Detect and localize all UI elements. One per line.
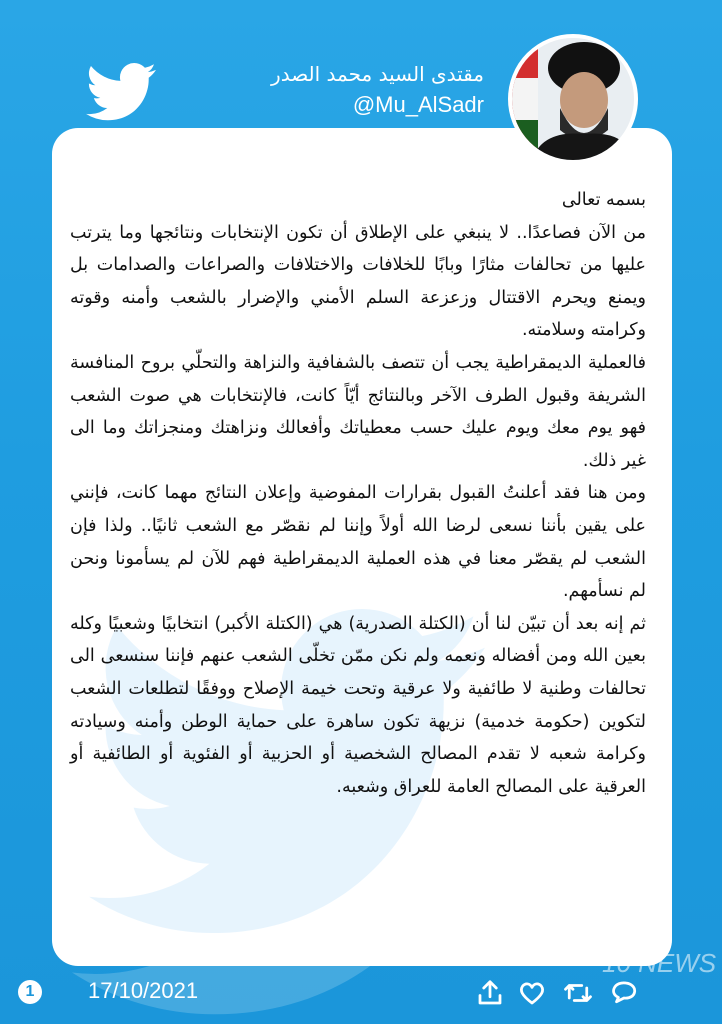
profile-photo-icon: [512, 38, 634, 160]
tweet-paragraph: فالعملية الديمقراطية يجب أن تتصف بالشفافية والنزاهة والتحلّي بروح المنافسة الشريفة وقبول الطرف الآخر وبالنتائج أيّاً كانت، فالإنتخابات هي صوت الشعب فهو يوم معك ويوم عليك حسب معطياتك وأفعالك ونزاهتك ومنجزاتك وما الى غير ذلك.: [70, 352, 646, 471]
watermark-text: 10 NEWS: [602, 948, 717, 978]
display-name[interactable]: مقتدى السيد محمد الصدر: [271, 62, 484, 86]
tweet-text: [70, 184, 646, 803]
retweet-icon[interactable]: [562, 978, 594, 1008]
tweet-paragraph: ثم إنه بعد أن تبيّن لنا أن (الكتلة الصدرية) هي (الكتلة الأكبر) انتخابيًا وشعبيًا وكله بعين الله ومن أفضاله ونعمه ولم نكن ممّن تخلّى الشعب عنهم فإننا سنسعى الى تحالفات وطنية لا طائفية ولا عرقية وتحت خيمة الإصلاح ووفقًا لتطلعات الشعب لتكوين (حكومة خدمية) نزيهة تكون ساهرة على حماية الوطن وأمنه وسيادته وكرامة شعبه لا تقدم المصالح الشخصية أو الحزبية أو الفئوية أو الطائفية أو العرقية على المصالح العامة للعراق وشعبه.: [70, 613, 646, 797]
tweet-paragraph: من الآن فصاعدًا.. لا ينبغي على الإطلاق أن تكون الإنتخابات ونتائجها وما يترتب عليها من تحالفات مثارًا وبابًا للخلافات والاختلافات والصراعات والصدامات بل ويمنع ويحرم الاقتتال وزعزعة السلم الأمني والإضرار بالشعب وأمنه وقوته وكرامته وسلامته.: [70, 222, 646, 341]
tweet-card: [52, 128, 672, 966]
heart-icon[interactable]: [516, 978, 548, 1008]
tweet-paragraph: ومن هنا فقد أعلنتُ القبول بقرارات المفوضية وإعلان النتائج مهما كانت، فإنني على يقين بأننا نسعى لرضا الله أولاً وإننا لم نقصّر مع الشعب ثانيًا.. ولذا فإن الشعب لم يقصّر معنا في هذه العملية الديمقراطية فهم للآن لم يسأمونا ونحن لم نسأمهم.: [70, 483, 646, 602]
tweet-paragraph: بسمه تعالى: [561, 190, 646, 210]
tweet-date: 17/10/2021: [88, 978, 199, 1003]
user-handle[interactable]: @Mu_AlSadr: [352, 92, 484, 117]
twitter-logo-icon: [86, 62, 156, 122]
avatar[interactable]: [508, 34, 638, 164]
reply-icon[interactable]: [608, 978, 640, 1008]
action-bar: [474, 976, 644, 1012]
tweet-footer: [0, 976, 722, 1024]
share-icon[interactable]: [474, 978, 506, 1008]
counter-badge: 1: [18, 980, 42, 1004]
